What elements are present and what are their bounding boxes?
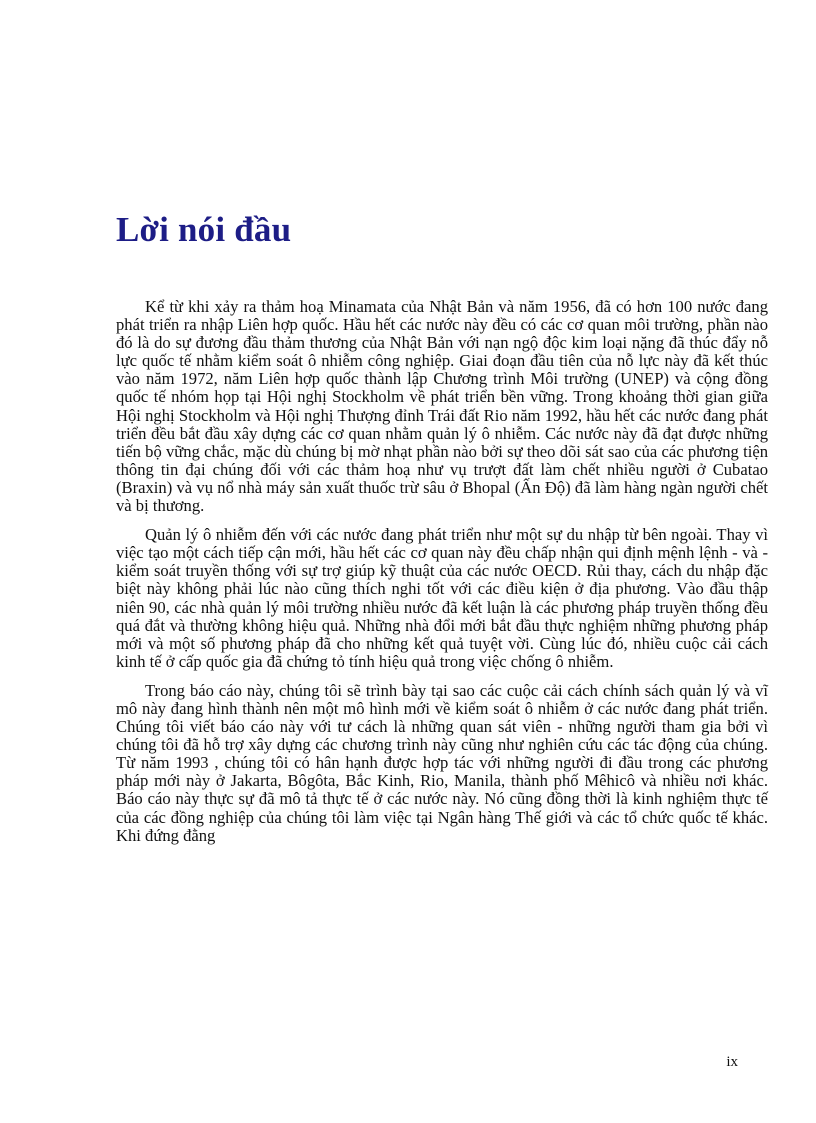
page-title: Lời nói đầu (116, 210, 292, 249)
paragraph-3: Trong báo cáo này, chúng tôi sẽ trình bày tại sao các cuộc cải cách chính sách quản lý và vĩ mô này đang hình thành nên một mô hình mới về kiểm soát ô nhiễm ở các nước đang phát triển. Chúng tôi viết báo cáo này với tư cách là những quan sát viên - những người tham gia bởi vì chúng tôi đã hỗ trợ xây dựng các chương trình này cũng như nghiên cứu các tác động của chúng. Từ năm 1993 , chúng tôi có hân hạnh được hợp tác với những người đi đầu trong các phương pháp mới này ở Jakarta, Bôgôta, Bắc Kinh, Rio, Manila, thành phố Mêhicô và nhiều nơi khác. Báo cáo này thực sự đã mô tả thực tế ở các nước này. Nó cũng đồng thời là kinh nghiệm thực tế của các đồng nghiệp của chúng tôi làm việc tại Ngân hàng Thế giới và các tổ chức quốc tế khác. Khi đứng đằng (116, 680, 768, 845)
paragraph-2: Quản lý ô nhiễm đến với các nước đang phát triển như một sự du nhập từ bên ngoài. Thay vì việc tạo một cách tiếp cận mới, hầu hết các cơ quan này đều chấp nhận qui định mệnh lệnh - và - kiểm soát truyền thống với sự trợ giúp kỹ thuật của các nước OECD. Rủi thay, cách du nhập đặc biệt này không phải lúc nào cũng thích nghi tốt với các điều kiện ở địa phương. Vào đầu thập niên 90, các nhà quản lý môi trường nhiều nước đã kết luận là các phương pháp truyền thống đều quá đắt và thường không hiệu quả. Những nhà đổi mới bắt đầu thực nghiệm những phương pháp mới và một số phương pháp đã cho những kết quả tuyệt vời. Cùng lúc đó, nhiều cuộc cải cách kinh tế ở cấp quốc gia đã chứng tỏ tính hiệu quả trong việc chống ô nhiễm. (116, 525, 768, 671)
body-text (116, 298, 768, 856)
page-number: ix (726, 1054, 738, 1070)
paragraph-1: Kể từ khi xảy ra thảm hoạ Minamata của Nhật Bản và năm 1956, đã có hơn 100 nước đang phát triển ra nhập Liên hợp quốc. Hầu hết các nước này đều có các cơ quan môi trường, phần nào đó là do sự đương đầu thảm thương của Nhật Bản với nạn ngộ độc kim loại nặng đã thúc đẩy nỗ lực quốc tế nhằm kiểm soát ô nhiễm công nghiệp. Giai đoạn đầu tiên của nỗ lực này đã kết thúc vào năm 1972, năm Liên hợp quốc thành lập Chương trình Môi trường (UNEP) và cộng đồng quốc tế nhóm họp tại Hội nghị Stockholm về phát triển bền vững. Trong khoảng thời gian giữa Hội nghị Stockholm và Hội nghị Thượng đỉnh Trái đất Rio năm 1992, hầu hết các nước đang phát triển đều bắt đầu xây dựng các cơ quan nhằm quản lý ô nhiễm. Các nước này đã đạt được những tiến bộ vững chắc, mặc dù chúng bị mờ nhạt phần nào bởi sự theo dõi sát sao của các phương tiện thông tin đại chúng đối với các thảm hoạ như vụ trượt đất làm chết nhiều người ở Cubatao (Braxin) và vụ nổ nhà máy sản xuất thuốc trừ sâu ở Bhopal (Ấn Độ) đã làm hàng ngàn người chết và bị thương. (116, 297, 768, 516)
